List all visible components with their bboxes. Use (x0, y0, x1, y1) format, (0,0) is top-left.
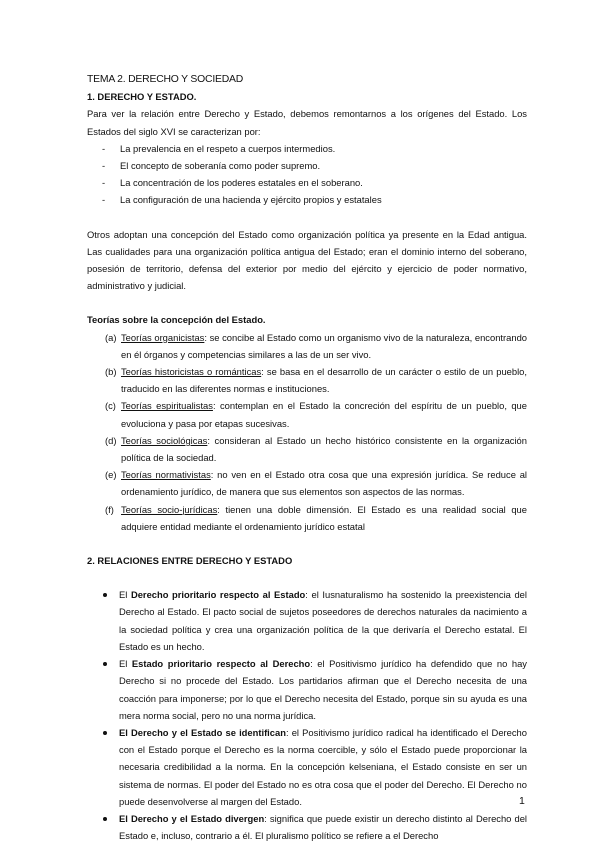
relation-text: : el Positivismo jurídico ha defendido que no hay Derecho si no procede del Estado. Los partidarios afirman que el Derecho necesita de una coacción para imponerse; por lo que el Derecho necesita del Estado, porque sin su ayuda es una mera norma social, pero no una norma jurídica. (119, 658, 527, 721)
bullet-icon (103, 593, 107, 597)
theory-term: Teorías socio-jurídicas (121, 503, 218, 515)
dash-marker: - (102, 142, 106, 154)
theory-text: : se basa en el desarrollo de un carácter o estilo de un pueblo, traducido en las diferentes normas e instituciones. (121, 366, 527, 395)
theory-text: : tienen una doble dimensión. El Estado es una realidad social que adquiere entidad mediante el ordenamiento jurídico estatal (121, 503, 527, 532)
relation-bold: Derecho prioritario respecto al Estado (130, 589, 306, 601)
theory-item-b (87, 363, 527, 397)
spacer (87, 294, 527, 311)
item-marker: (d) (105, 434, 117, 446)
list-item-text: La configuración de una hacienda y ejército propios y estatales (120, 194, 382, 206)
section1-heading: 1. DERECHO Y ESTADO. (87, 91, 197, 103)
theories-heading: Teorías sobre la concepción del Estado. (87, 314, 266, 326)
list-item-text: La concentración de los poderes estatales en el soberano. (120, 177, 363, 189)
theory-item-d (87, 432, 527, 466)
theory-term: Teorías normativistas (121, 469, 211, 481)
bullet-icon (103, 731, 107, 735)
relations-list (87, 586, 527, 844)
list-item-text: La prevalencia en el respeto a cuerpos intermedios. (120, 142, 336, 154)
relation-text: : el Iusnaturalismo ha sostenido la preexistencia del Derecho al Estado. El pacto social de sujetos poseedores de derechos naturales da nacimiento a la sociedad política y crea una organización política de la que derivaría el Derecho estatal. El Estado es un hecho. (119, 589, 527, 652)
item-marker: (b) (105, 366, 117, 378)
item-marker: (a) (105, 331, 117, 343)
item-marker: (f) (105, 503, 114, 515)
item-marker: (e) (105, 469, 117, 481)
theory-term: Teorías espiritualistas (121, 400, 213, 412)
theory-text: : consideran al Estado un hecho histórico consistente en la organización política de la sociedad. (121, 434, 527, 464)
section1-paragraph: Otros adoptan una concepción del Estado como organización política ya presente en la Edad antigua. Las cualidades para una organización política antigua del Estado; eran el dominio interno del soberano, posesión de territorio, defensa del exterior por medio del ejército y ejercicio de poder normativo, administrativo y judicial. (87, 228, 527, 292)
bullet-icon (103, 662, 107, 666)
characteristics-list (87, 140, 527, 209)
list-item (87, 157, 527, 174)
theory-item-a (87, 329, 527, 363)
spacer (87, 209, 527, 226)
theory-item-f (87, 501, 527, 535)
section2-heading: 2. RELACIONES ENTRE DERECHO Y ESTADO (87, 555, 293, 567)
theory-term: Teorías historicistas o románticas (121, 366, 262, 378)
page-number: 1 (519, 795, 525, 807)
relation-item (87, 810, 527, 844)
list-item-text: El concepto de soberanía como poder supremo. (120, 160, 321, 172)
theory-text: : no ven en el Estado otra cosa que una expresión jurídica. Se reduce al ordenamiento jurídico, de manera que sus elementos son aspectos de las normas. (121, 469, 528, 498)
theory-text: : se concibe al Estado como un organismo vivo de la naturaleza, encontrando en él órganos y competencias similares a las de un ser vivo. (121, 331, 527, 360)
relation-pre: El (119, 589, 131, 601)
list-item (87, 191, 527, 208)
relation-bold: Estado prioritario respecto al Derecho (131, 658, 311, 670)
relation-bold: El Derecho y el Estado divergen (119, 812, 265, 824)
page-content (87, 71, 527, 844)
list-item (87, 140, 527, 157)
theory-item-c (87, 397, 527, 431)
theory-term: Teorías sociológicas (121, 434, 208, 446)
theory-text: : contemplan en el Estado la concreción del espíritu de un pueblo, que evoluciona y pasa por etapas sucesivas. (121, 400, 527, 429)
item-marker: (c) (105, 400, 116, 412)
theories-list (87, 329, 527, 535)
doc-title: TEMA 2. DERECHO Y SOCIEDAD (87, 74, 244, 85)
relation-item (87, 724, 527, 810)
relation-item (87, 655, 527, 724)
bullet-icon (103, 817, 107, 821)
relation-pre: El (119, 658, 132, 670)
dash-marker: - (102, 160, 106, 172)
theory-term: Teorías organicistas (121, 331, 205, 343)
dash-marker: - (102, 194, 106, 206)
dash-marker: - (102, 177, 106, 189)
section1-intro: Para ver la relación entre Derecho y Estado, debemos remontarnos a los orígenes del Estado. Los Estados del siglo XVI se caracterizan por: (87, 108, 527, 137)
relation-bold: El Derecho y el Estado se identifican (119, 726, 286, 738)
list-item (87, 174, 527, 191)
relation-text: : el Positivismo jurídico radical ha identificado el Derecho con el Estado porque el Derecho es la norma coercible, y sólo el Estado puede proporcionar la necesaria credibilidad a la norma. En la concepción kelseniana, el Estado consiste en ser un sistema de normas. El poder del Estado no es otra cosa que el poder del Derecho. El Derecho no puede desenvolverse al margen del Estado. (119, 726, 527, 807)
relation-text: : significa que puede existir un derecho distinto al Derecho del Estado e, incluso, contrario a él. El pluralismo político se refiere a el Derecho (119, 812, 527, 842)
relation-item (87, 586, 527, 655)
spacer (87, 569, 527, 586)
spacer (87, 535, 527, 552)
theory-item-e (87, 466, 527, 500)
